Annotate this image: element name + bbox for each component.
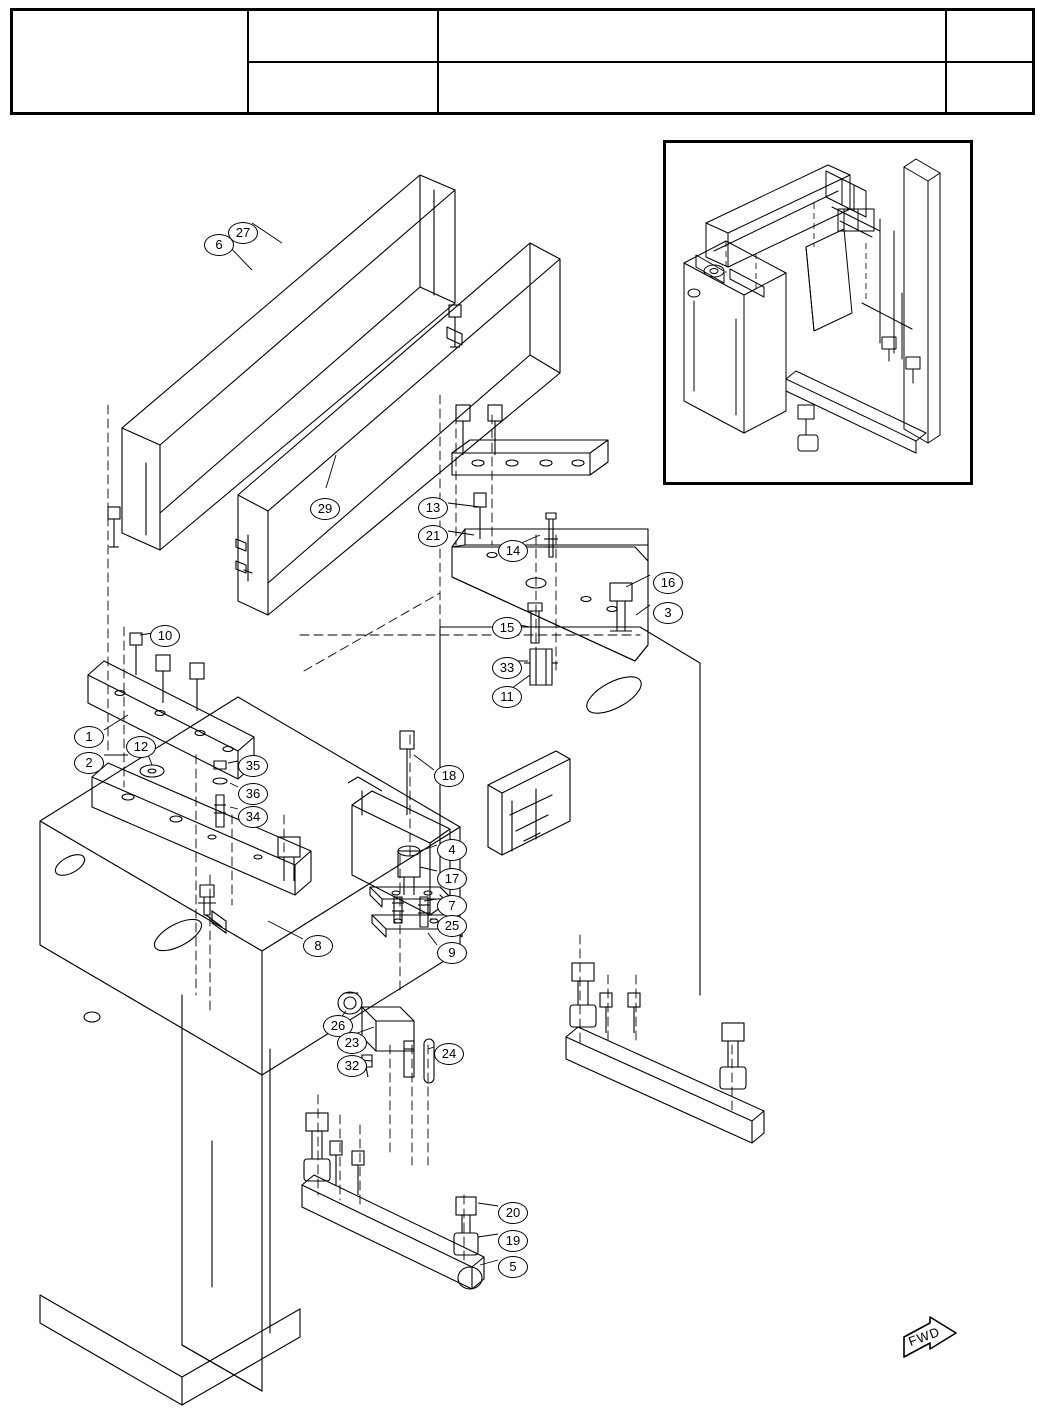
clamp-33-11 [524,649,558,685]
callout-3[interactable]: 3 [653,602,683,624]
callout-16[interactable]: 16 [653,572,683,594]
callout-4[interactable]: 4 [437,839,467,861]
hidden-construction-lines [40,395,732,1261]
header-cell-r2c4 [945,61,1032,115]
callout-23[interactable]: 23 [337,1032,367,1054]
callout-11[interactable]: 11 [492,686,522,708]
isolator-front-1 [304,1113,330,1181]
callout-20[interactable]: 20 [498,1202,528,1224]
center-bracket [352,791,450,915]
leader-lines [104,223,650,1265]
bolt-13 [474,493,486,539]
callout-35[interactable]: 35 [238,755,268,777]
bolt-right-2 [600,993,612,1033]
bolt-left-bar-2 [190,663,204,711]
callout-32[interactable]: 32 [337,1055,367,1077]
bolt-front-3 [352,1151,364,1195]
header-cell-r1c1 [13,11,247,115]
header-cell-r1c4 [945,11,1032,61]
fasteners [108,305,746,1255]
callout-18[interactable]: 18 [434,765,464,787]
callout-13[interactable]: 13 [418,497,448,519]
fwd-direction-marker [900,1315,960,1365]
callout-8[interactable]: 8 [303,935,333,957]
isolator-right-1 [570,963,596,1027]
washer-12 [140,765,164,777]
header-cell-r2c3 [437,61,945,115]
callout-21[interactable]: 21 [418,525,448,547]
callout-24[interactable]: 24 [434,1043,464,1065]
isolator-right-4 [720,1023,746,1089]
bolt-18 [400,731,414,815]
callout-10[interactable]: 10 [150,625,180,647]
callout-29[interactable]: 29 [310,498,340,520]
callout-12[interactable]: 12 [126,736,156,758]
bolt-right-3 [628,993,640,1033]
upper-front-mount-bar [452,529,648,661]
header-table [10,8,1035,115]
spacer-17 [398,846,420,895]
callout-9[interactable]: 9 [437,942,467,964]
callout-33[interactable]: 33 [492,657,522,679]
callout-1[interactable]: 1 [74,726,104,748]
right-center-module [488,751,570,855]
bolt-rear-bar-1 [456,405,470,455]
bolt-10 [130,633,142,675]
bolt-upper-panel-2 [108,507,120,547]
upper-left-mount-bar [88,661,254,779]
inset-detail-view [663,140,973,485]
callout-5[interactable]: 5 [498,1256,528,1278]
callout-14[interactable]: 14 [498,540,528,562]
callout-36[interactable]: 36 [238,783,268,805]
stud-15 [528,603,542,643]
isolator-20-19-5 [454,1197,478,1255]
callout-2[interactable]: 2 [74,752,104,774]
header-cell-r1c2 [247,11,437,61]
front-lower-rail [302,1175,484,1289]
right-lower-rail [566,1027,764,1143]
callout-25[interactable]: 25 [437,915,467,937]
callout-34[interactable]: 34 [238,806,268,828]
callout-6[interactable]: 6 [204,234,234,256]
upper-rear-mount-bar [452,440,608,475]
callout-26[interactable]: 26 [323,1015,353,1037]
bolt-8-clamp [198,885,226,933]
bolt-rear-bar-2 [488,405,502,455]
inset-detail-svg [666,143,970,482]
pin-24 [404,1039,434,1083]
callout-27[interactable]: 27 [228,222,258,244]
callout-7[interactable]: 7 [437,895,467,917]
callout-15[interactable]: 15 [492,617,522,639]
lower-left-mount-bar [92,763,311,895]
callout-19[interactable]: 19 [498,1230,528,1252]
screw-18b [348,777,382,791]
callout-17[interactable]: 17 [437,868,467,890]
fastener-35-36-34 [213,761,227,827]
fwd-label: FWD [906,1323,943,1350]
header-cell-r2c2 [247,61,437,115]
header-cell-r1c3 [437,11,945,61]
bolt-left-bar-1 [156,655,170,703]
